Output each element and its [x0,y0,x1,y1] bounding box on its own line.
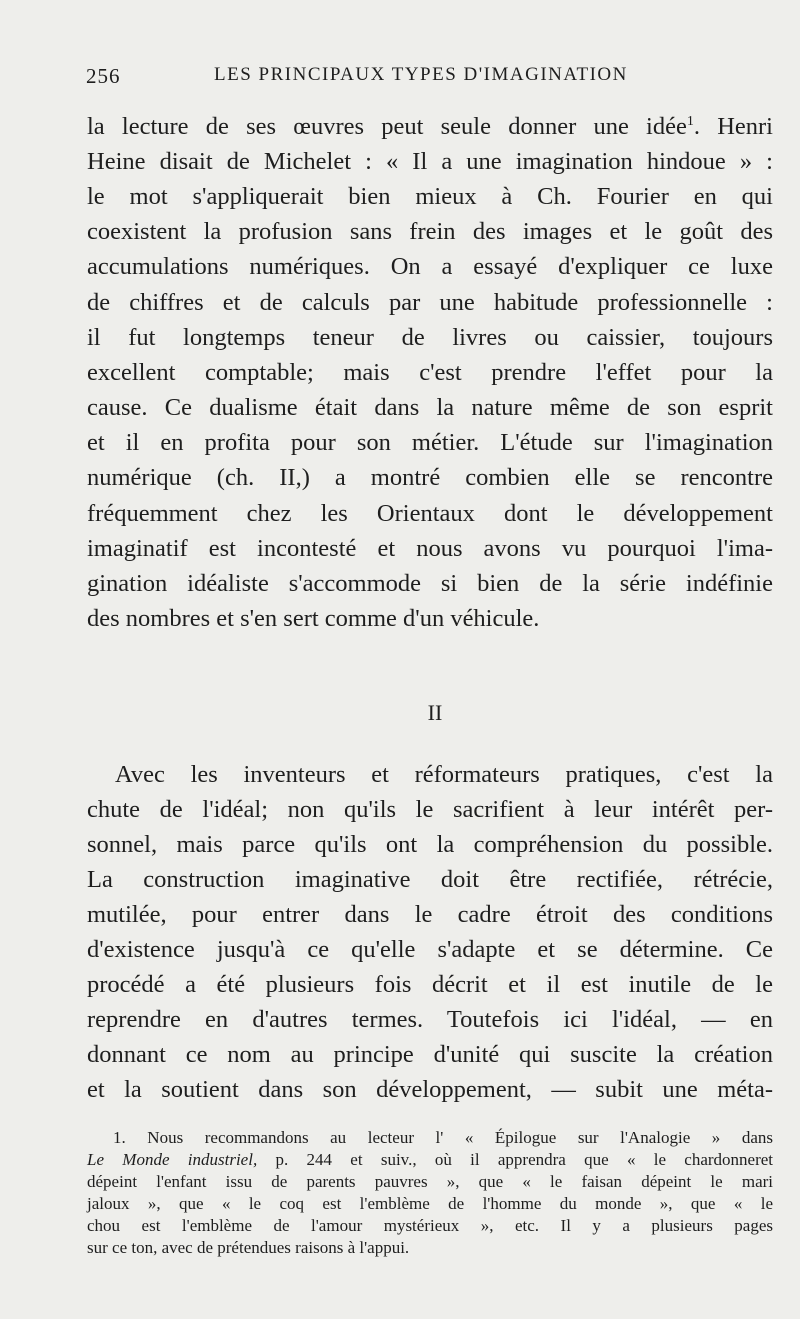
text-line: et il en profita pour son métier. L'étude sur l'imagination [87,429,773,456]
running-title: LES PRINCIPAUX TYPES D'IMAGINATION [214,64,628,85]
text-line: Heine disait de Michelet : « Il a une imagination hindoue » : [87,148,773,175]
running-head [86,64,786,94]
footnote-line: 1. Nous recommandons au lecteur l' « Épilogue sur l'Analogie » dans [113,1128,773,1147]
text-line: chute de l'idéal; non qu'ils le sacrifient à leur intérêt per- [87,796,773,823]
footnote-line: dépeint l'enfant issu de parents pauvres », que « le faisan dépeint le mari [87,1172,773,1191]
footnote-number: 1. [113,1128,126,1147]
text-line: Avec les inventeurs et réformateurs pratiques, c'est la [115,761,773,788]
text-line: d'existence jusqu'à ce qu'elle s'adapte et se détermine. Ce [87,936,773,963]
page-number: 256 [86,64,121,88]
text-line: des nombres et s'en sert comme d'un véhicule. [87,605,540,632]
text-line: cause. Ce dualisme était dans la nature même de son esprit [87,394,773,421]
section-numeral: II [427,700,443,725]
text-line: de chiffres et de calculs par une habitude professionnelle : [87,289,773,316]
text-line: et la soutient dans son développement, — subit une méta- [87,1076,773,1103]
book-title: Le Monde industriel, [87,1150,258,1169]
text-line: numérique (ch. II,) a montré combien elle se rencontre [87,464,773,491]
footnote-line: Le Monde industriel, p. 244 et suiv., où il apprendra que « le chardonneret [87,1150,773,1169]
text-line: il fut longtemps teneur de livres ou caissier, toujours [87,324,773,351]
footnote-line: sur ce ton, avec de prétendues raisons à l'appui. [87,1238,410,1257]
text-line: imaginatif est incontesté et nous avons vu pourquoi l'ima- [87,535,773,562]
footnote-line: chou est l'emblème de l'amour mystérieux », etc. Il y a plusieurs pages [87,1216,773,1235]
text-line: accumulations numériques. On a essayé d'expliquer ce luxe [87,253,773,280]
footnote-reference: 1 [686,113,694,129]
text-line: coexistent la profusion sans frein des images et le goût des [87,218,773,245]
text-line: fréquemment chez les Orientaux dont le développement [87,500,773,527]
text-line: la lecture de ses œuvres peut seule donner une idée$^1$. Henri [87,113,773,140]
text-line: donnant ce nom au principe d'unité qui suscite la création [87,1041,773,1068]
text-line: reprendre en d'autres termes. Toutefois ici l'idéal, — en [87,1006,773,1033]
text-line: sonnel, mais parce qu'ils ont la compréhension du possible. [87,831,773,858]
text-line: excellent comptable; mais c'est prendre l'effet pour la [87,359,773,386]
text-line: mutilée, pour entrer dans le cadre étroit des conditions [87,901,773,928]
footnote-line: jaloux », que « le coq est l'emblème de l'homme du monde », que « le [87,1194,773,1213]
text-line: gination idéaliste s'accommode si bien de la série indéfinie [87,570,773,597]
text-line: procédé a été plusieurs fois décrit et il est inutile de le [87,971,773,998]
text-line: La construction imaginative doit être rectifiée, rétrécie, [87,866,773,893]
text-line: le mot s'appliquerait bien mieux à Ch. Fourier en qui [87,183,773,210]
